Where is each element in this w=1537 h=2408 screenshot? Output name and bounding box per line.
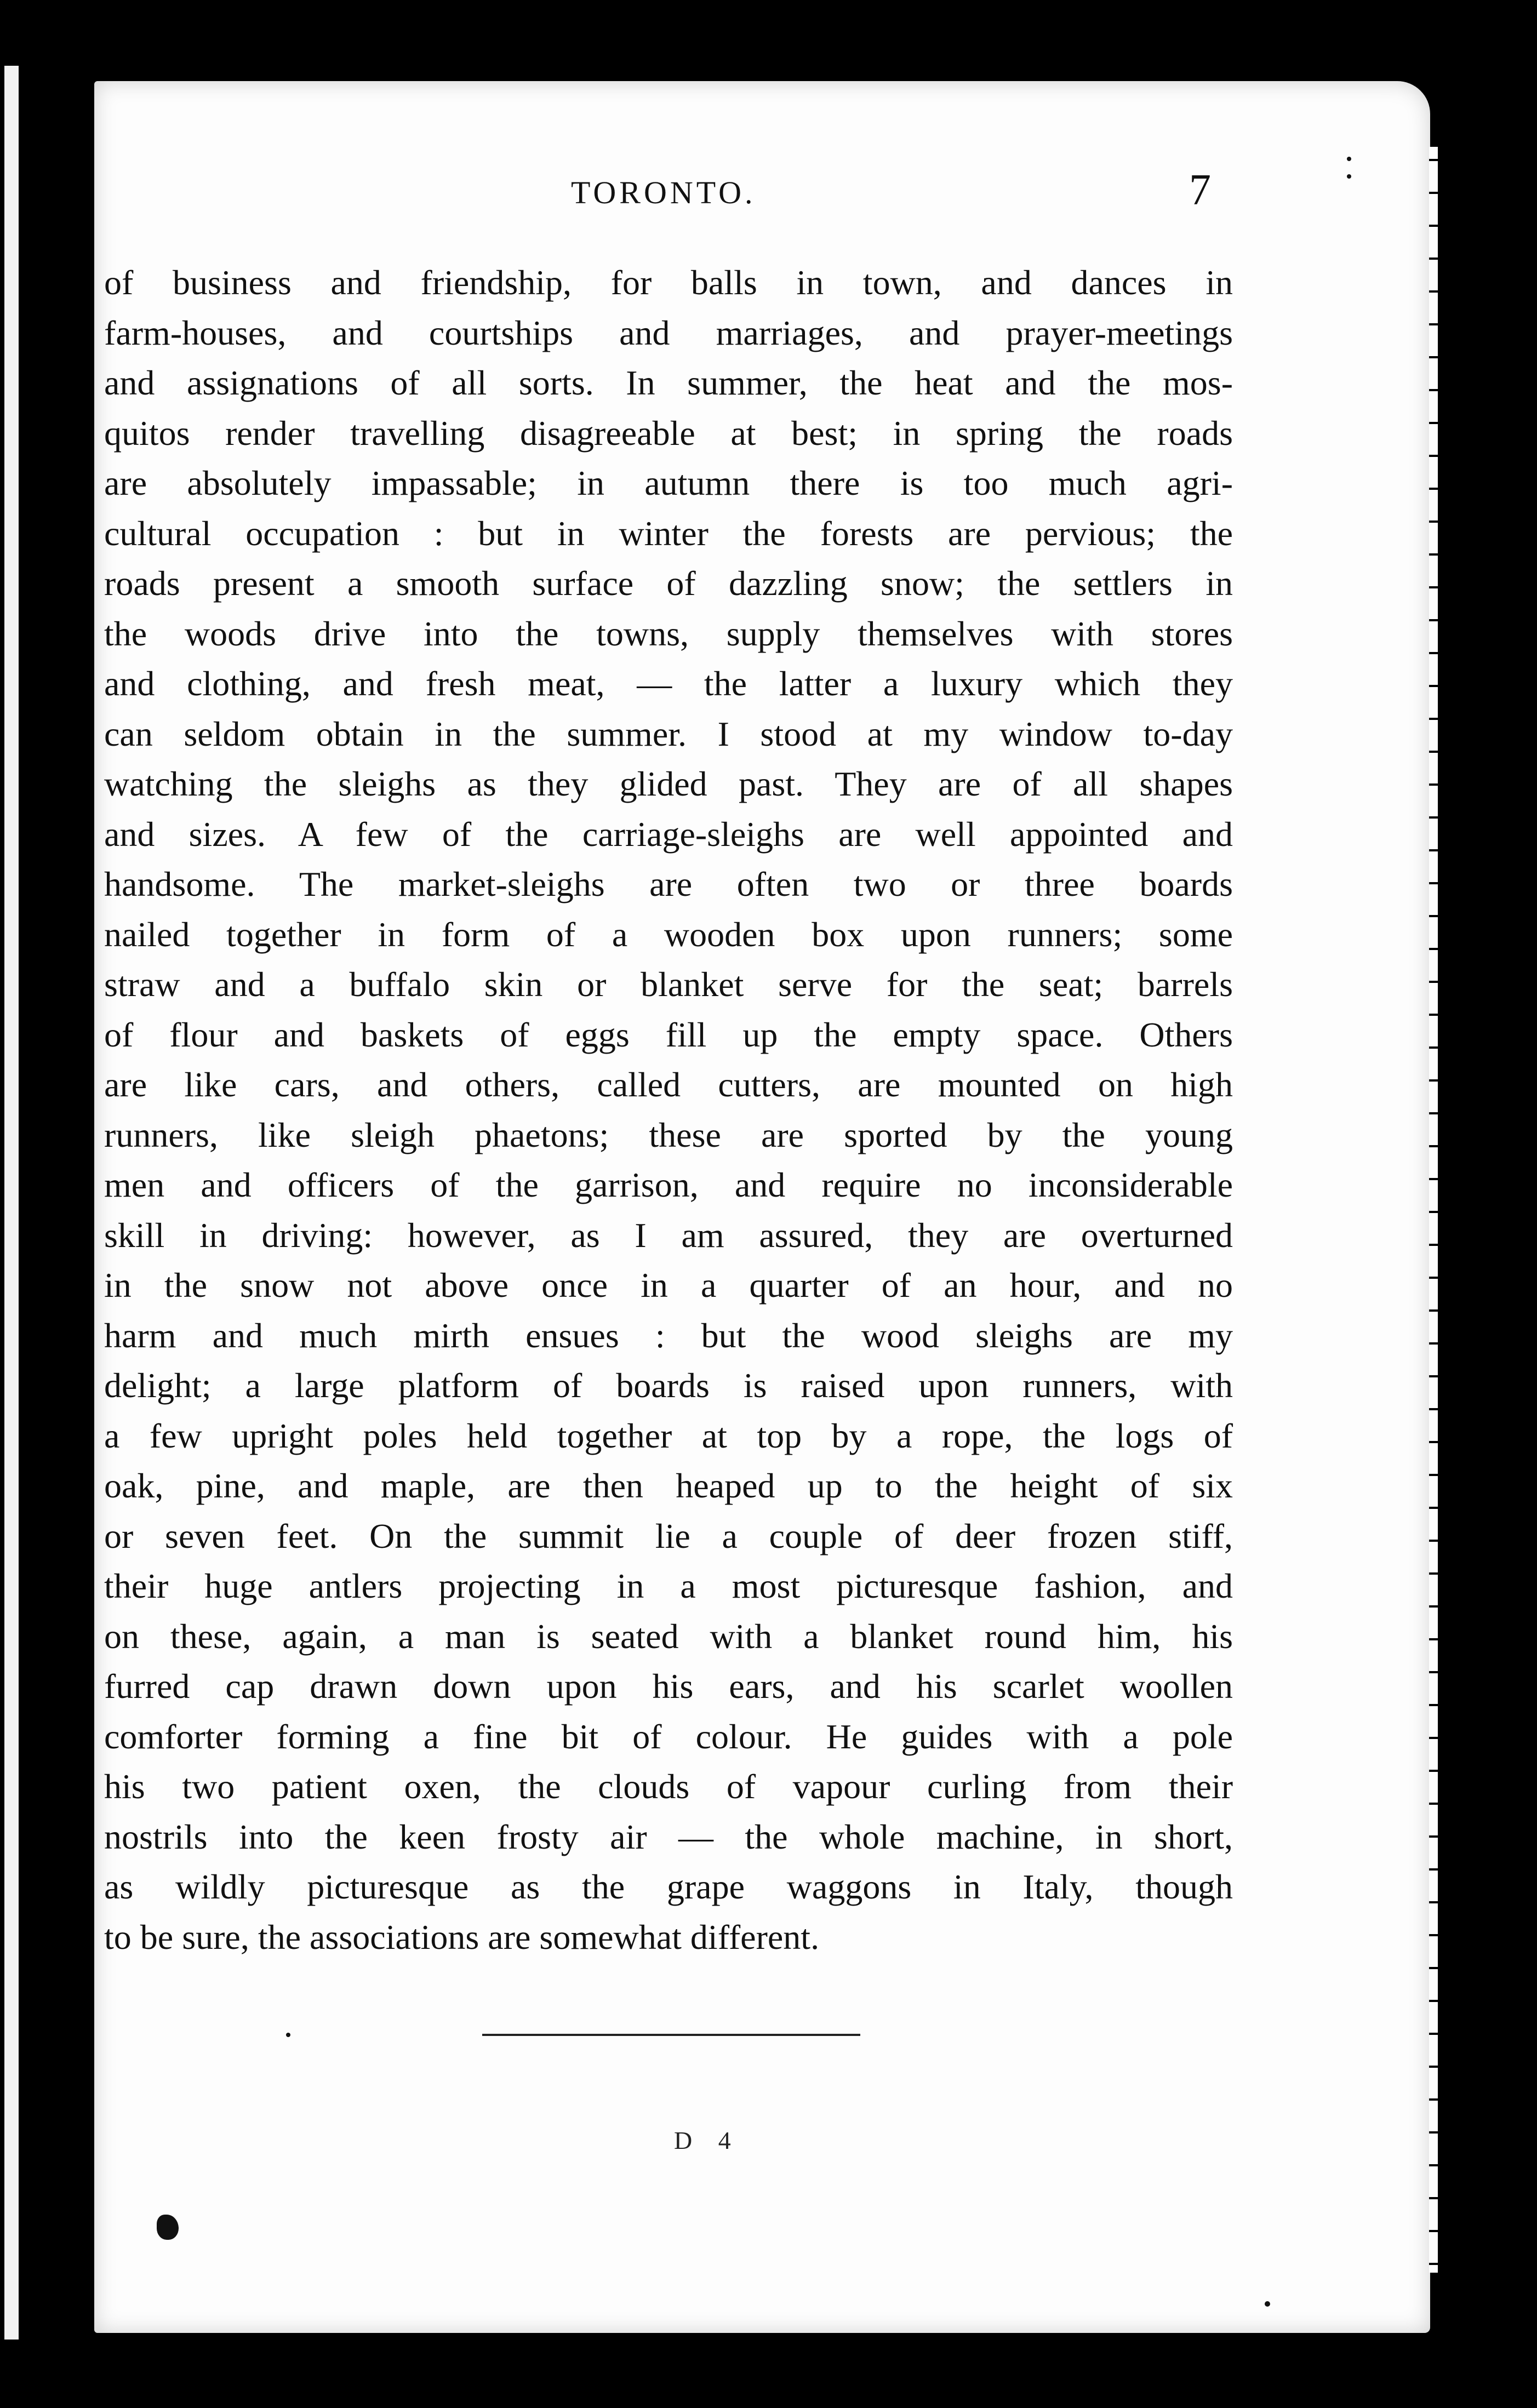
text-line: of business and friendship, for balls in town, and dances in: [104, 263, 1233, 302]
text-line: skill in driving: however, as I am assured, they are overturned: [104, 1215, 1233, 1255]
text-line: his two patient oxen, the clouds of vapour curling from their: [104, 1767, 1233, 1806]
page-number: 7: [1189, 166, 1211, 214]
text-line: can seldom obtain in the summer. I stood at my window to-day: [104, 714, 1233, 753]
text-line: nostrils into the keen frosty air — the whole machine, in short,: [104, 1817, 1233, 1856]
ink-speck: [286, 2033, 290, 2037]
running-title: TORONTO.: [571, 175, 756, 210]
section-divider: [482, 2034, 860, 2036]
text-line: nailed together in form of a wooden box upon runners; some: [104, 914, 1233, 954]
text-line: men and officers of the garrison, and require no inconsiderable: [104, 1165, 1233, 1204]
text-line: in the snow not above once in a quarter of an hour, and no: [104, 1266, 1233, 1305]
ink-speck: [1347, 157, 1351, 161]
text-line: harm and much mirth ensues : but the wood sleighs are my: [104, 1315, 1233, 1355]
text-line: oak, pine, and maple, are then heaped up to the height of six: [104, 1466, 1233, 1505]
text-line: delight; a large platform of boards is raised upon runners, with: [104, 1366, 1233, 1405]
text-line: straw and a buffalo skin or blanket serve for the seat; barrels: [104, 965, 1233, 1004]
text-line: or seven feet. On the summit lie a couple of deer frozen stiff,: [104, 1516, 1233, 1555]
text-line: and clothing, and fresh meat, — the latter a luxury which they: [104, 664, 1233, 703]
text-line: cultural occupation : but in winter the forests are pervious; the: [104, 513, 1233, 553]
text-line: farm-houses, and courtships and marriages, and prayer-meetings: [104, 313, 1233, 352]
text-line: and sizes. A few of the carriage-sleighs are well appointed and: [104, 814, 1233, 854]
text-line: their huge antlers projecting in a most picturesque fashion, and: [104, 1566, 1233, 1605]
text-line: are absolutely impassable; in autumn there is too much agri-: [104, 464, 1233, 502]
signature-mark: D 4: [674, 2126, 741, 2154]
text-line: furred cap drawn down upon his ears, and his scarlet woollen: [104, 1667, 1233, 1706]
text-line: and assignations of all sorts. In summer, the heat and the mos-: [104, 363, 1233, 402]
scan-edge-strip: [4, 66, 19, 2340]
text-line: of flour and baskets of eggs fill up the empty space. Others: [104, 1015, 1233, 1054]
ink-speck: [157, 2215, 179, 2240]
text-line: handsome. The market-sleighs are often two or three boards: [104, 865, 1233, 903]
ink-speck: [1347, 174, 1351, 179]
text-line: as wildly picturesque as the grape waggons in Italy, though: [104, 1867, 1233, 1906]
text-line: to be sure, the associations are somewhat different.: [104, 1917, 820, 1957]
text-line: roads present a smooth surface of dazzling snow; the settlers in: [104, 564, 1233, 603]
text-line: the woods drive into the towns, supply themselves with stores: [104, 614, 1233, 653]
text-line: comforter forming a fine bit of colour. He guides with a pole: [104, 1717, 1233, 1756]
text-line: are like cars, and others, called cutters, are mounted on high: [104, 1065, 1233, 1104]
text-line: on these, again, a man is seated with a blanket round him, his: [104, 1616, 1233, 1656]
text-line: watching the sleighs as they glided past. They are of all shapes: [104, 764, 1233, 803]
body-text: [104, 258, 1233, 1962]
ink-speck: [1265, 2301, 1270, 2307]
text-line: runners, like sleigh phaetons; these are sported by the young: [104, 1115, 1233, 1154]
text-line: a few upright poles held together at top by a rope, the logs of: [104, 1416, 1233, 1455]
text-line: quitos render travelling disagreeable at best; in spring the roads: [104, 413, 1233, 453]
